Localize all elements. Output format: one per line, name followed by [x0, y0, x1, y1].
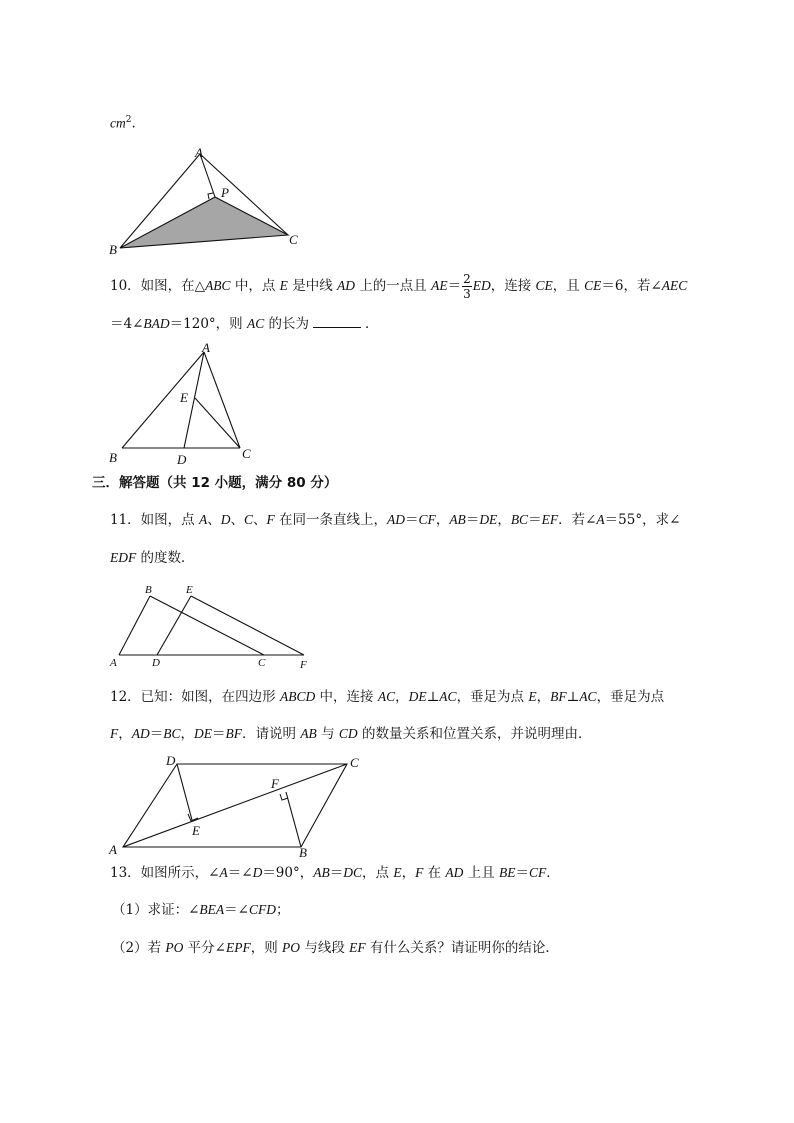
label-e: E [180, 390, 188, 405]
figure-q11-triangles [105, 578, 320, 673]
label-b: B [299, 845, 307, 860]
label-c: C [350, 755, 359, 770]
answer-blank [313, 315, 361, 328]
label-a: A [195, 145, 203, 160]
label-b: B [109, 242, 117, 257]
q13-sub1: （1）求证：∠BEA＝∠CFD； [112, 902, 290, 918]
continuation-unit: $cm^2$. [110, 115, 136, 132]
label-p: P [221, 185, 229, 200]
q12-line1: 12．已知：如图，在四边形 ABCD 中，连接 AC，DE⊥AC，垂足为点 E，BF⊥AC，垂足为点 [110, 689, 665, 705]
label-d: D [152, 657, 160, 669]
label-f: F [300, 659, 307, 671]
shaded-triangle-bpc [120, 197, 288, 248]
q11-line1: 11．如图，点 A、D、C、F 在同一条直线上，AD＝CF，AB＝DE，BC＝EF．若∠A＝55°，求∠ [110, 512, 681, 528]
section-heading: 三．解答题（共 12 小题，满分 80 分） [92, 475, 338, 491]
label-d: D [166, 753, 176, 768]
figure-q9-triangle [100, 140, 320, 260]
q11-line2: EDF 的度数． [110, 550, 195, 566]
q13-line1: 13．如图所示，∠A＝∠D＝90°，AB＝DC，点 E，F 在 AD 上且 BE＝CF． [110, 865, 560, 881]
label-e: E [186, 584, 193, 596]
q13-sub2: （2）若 PO 平分∠EPF，则 PO 与线段 EF 有什么关系？请证明你的结论． [112, 940, 559, 956]
label-f: F [271, 776, 279, 791]
label-a: A [109, 842, 117, 857]
q10-line2: ＝4∠BAD＝120°，则 AC 的长为 ． [110, 316, 379, 332]
label-a: A [202, 340, 210, 355]
label-c: C [242, 446, 251, 461]
label-a: A [110, 657, 117, 669]
label-d: D [177, 452, 187, 467]
label-b: B [145, 584, 152, 596]
label-b: B [109, 450, 117, 465]
label-c: C [289, 232, 298, 247]
fraction-two-thirds: $\frac{2}{3}$ [463, 272, 471, 301]
figure-q10-triangle [105, 340, 265, 468]
label-e: E [192, 823, 200, 838]
label-c: C [258, 657, 266, 669]
q12-line2: F，AD＝BC，DE＝BF．请说明 AB 与 CD 的数量关系和位置关系，并说明理由． [110, 726, 592, 742]
q10-line1: 10．如图，在△ABC 中，点 E 是中线 AD 上的一点且 AE＝ $\frac{2}{3}$ ED，连接 CE，且 CE＝6，若∠AEC [110, 272, 688, 301]
figure-q12-quadrilateral [105, 750, 380, 860]
